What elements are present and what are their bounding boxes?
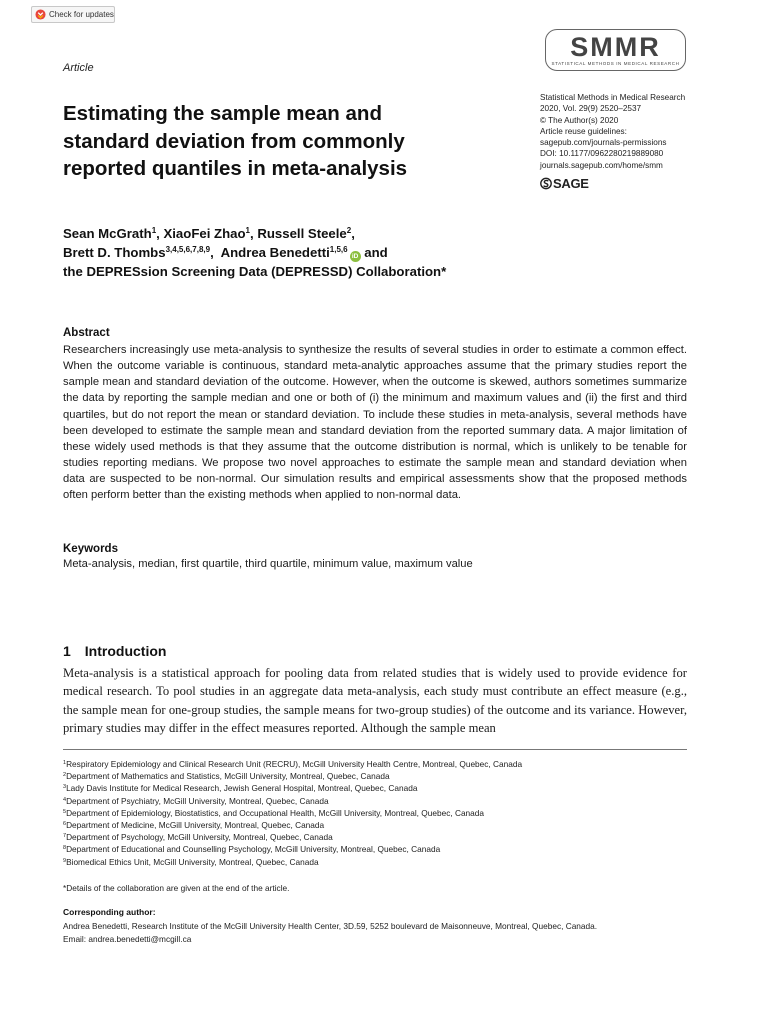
affiliation-item — [63, 831, 703, 843]
affiliation-number: 1 — [63, 760, 67, 766]
reuse-label: Article reuse guidelines: — [540, 126, 627, 136]
author-line: Sean McGrath$^1$, XiaoFei Zhao$^1$, Russell Steele$^2$, — [63, 226, 355, 241]
article-type-label: Article — [63, 62, 94, 74]
abstract-heading: Abstract — [63, 327, 110, 339]
introduction-heading — [63, 643, 166, 659]
section-title: Introduction — [84, 643, 167, 659]
journal-logo — [545, 29, 686, 71]
corresponding-address: Andrea Benedetti, Research Institute of the McGill University Health Center, 3D.59, 5252 boulevard de Maisonneuve, Montreal, Quebec, Canada. — [63, 921, 598, 931]
affiliation-text: Biomedical Ethics Unit, McGill University, Montreal, Quebec, Canada — [66, 856, 319, 867]
sage-swirl-icon — [540, 177, 552, 190]
author-line: Brett D. Thombs$^{3,4,5,6,7,8,9}$, Andrea Benedetti$^{1,5,6}$iD and — [63, 245, 388, 260]
paper-title — [63, 100, 493, 183]
affiliation-item — [63, 819, 703, 831]
author-name[interactable]: Andrea Benedetti — [220, 245, 330, 260]
check-updates-icon — [35, 9, 46, 20]
affiliation-ref[interactable]: 2 — [346, 226, 352, 235]
affiliation-number: 5 — [63, 808, 67, 815]
check-updates-label: Check for updates — [49, 10, 114, 19]
affiliation-number: 4 — [63, 796, 67, 803]
affiliation-item — [63, 807, 703, 819]
affiliation-list — [63, 758, 703, 868]
affiliation-ref[interactable]: 1 — [245, 226, 250, 235]
affiliation-text: Respiratory Epidemiology and Clinical Research Unit (RECRU), McGill University Health Centre, Montreal, Quebec, Canada — [66, 759, 523, 769]
affiliation-ref[interactable]: 3,4,5,6,7,8,9 — [165, 245, 211, 254]
author-name[interactable]: Brett D. Thombs — [63, 245, 166, 260]
copyright: © The Author(s) 2020 — [540, 115, 619, 125]
affiliation-text: Department of Mathematics and Statistics, McGill University, Montreal, Quebec, Canada — [66, 771, 390, 782]
journal-homepage-link[interactable]: journals.sagepub.com/home/smm — [540, 160, 663, 170]
affiliation-item — [63, 795, 703, 807]
affiliation-number: 2 — [63, 772, 67, 779]
affiliation-number: 6 — [63, 821, 67, 828]
author-name[interactable]: Sean McGrath — [63, 226, 152, 241]
collaboration-footnote: *Details of the collaboration are given at the end of the article. — [63, 883, 290, 893]
title-line: reported quantiles in meta-analysis — [63, 157, 408, 180]
author-name[interactable]: Russell Steele — [257, 226, 347, 241]
affiliation-item — [63, 856, 703, 868]
affiliation-ref[interactable]: 1 — [151, 226, 157, 235]
journal-logo-fullname: STATISTICAL METHODS IN MEDICAL RESEARCH — [551, 61, 680, 66]
orcid-icon[interactable]: iD — [350, 251, 361, 262]
title-line: standard deviation from commonly — [63, 129, 405, 153]
publisher-name: SAGE — [553, 176, 589, 191]
affiliation-item — [63, 843, 703, 855]
affiliation-item — [63, 782, 703, 794]
affiliation-number: 7 — [63, 833, 67, 840]
affiliation-text: Department of Psychiatry, McGill University, Montreal, Quebec, Canada — [66, 795, 329, 806]
affiliation-text: Department of Epidemiology, Biostatistics, and Occupational Health, McGill University, Montreal, Quebec, Canada — [66, 807, 485, 818]
journal-volume: 2020, Vol. 29(9) 2520–2537 — [540, 104, 642, 114]
author-list — [63, 224, 663, 281]
affiliation-item — [63, 770, 703, 782]
corresponding-author-details — [63, 920, 597, 945]
footnote-divider — [63, 749, 687, 750]
affiliation-number: 9 — [63, 857, 67, 864]
affiliation-item — [63, 758, 703, 770]
collaboration-name: the DEPRESsion Screening Data (DEPRESSD) Collaboration* — [63, 264, 447, 279]
doi[interactable]: DOI: 10.1177/0962280219889080 — [540, 149, 664, 159]
abstract-text: Researchers increasingly use meta-analysis to synthesize the results of several studies in order to estimate a common effect. When the outcome variable is continuous, standard meta-analytic approaches assume that the primary studies report the sample mean and standard deviation of the outcome. However, when the outcome is skewed, authors sometimes summarize the data by reporting the sample median and one or both of (i) the minimum and maximum values and (ii) the first and third quartiles, but do not report the mean or standard deviation. To include these studies in meta-analysis, several methods have been developed to estimate the sample mean and standard deviation from the reported summary data. A major limitation of these widely used methods is that they assume that the outcome distribution is normal, which is unlikely to be tenable for studies reporting medians. We propose two novel approaches to estimate the sample mean and standard deviation when data are suspected to be non-normal. Our simulation results and empirical assessments show that the proposed methods often perform better than the existing methods when applied to non-normal data. — [63, 344, 687, 502]
affiliation-number: 8 — [63, 845, 67, 852]
keywords-heading: Keywords — [63, 543, 118, 555]
affiliation-text: Lady Davis Institute for Medical Research, Jewish General Hospital, Montreal, Quebec, Canada — [66, 783, 418, 794]
journal-name: Statistical Methods in Medical Research — [540, 93, 686, 102]
author-name[interactable]: XiaoFei Zhao — [163, 226, 246, 241]
journal-logo-abbr: SMMR — [570, 32, 661, 62]
affiliation-ref[interactable]: 1,5,6 — [329, 245, 348, 254]
affiliation-text: Department of Medicine, McGill University, Montreal, Quebec, Canada — [66, 820, 325, 831]
affiliation-text: Department of Educational and Counselling Psychology, McGill University, Montreal, Quebec, Canada — [66, 844, 441, 855]
affiliation-text: Department of Psychology, McGill University, Montreal, Quebec, Canada — [66, 832, 333, 843]
journal-metadata — [540, 92, 710, 171]
permissions-link[interactable]: sagepub.com/journals-permissions — [540, 138, 667, 148]
conjunction: and — [364, 245, 388, 260]
check-for-updates-badge[interactable] — [31, 6, 115, 23]
affiliation-number: 3 — [63, 784, 67, 791]
section-number: 1 — [63, 643, 71, 659]
title-line: Estimating the sample mean and — [63, 102, 382, 125]
publisher-logo — [540, 176, 589, 191]
corresponding-email[interactable]: Email: andrea.benedetti@mcgill.ca — [63, 933, 192, 944]
keywords-text: Meta-analysis, median, first quartile, third quartile, minimum value, maximum value — [63, 558, 473, 570]
corresponding-author-label: Corresponding author: — [63, 907, 156, 917]
introduction-text: Meta-analysis is a statistical approach for pooling data from related studies that is widely used to provide evidence for medical research. To pool studies in an aggregate data meta-analysis, each study must contribute an effect measure (e.g., the sample mean for one-group studies, the sample means for two-group studies) of the outcome and its variance. However, primary studies may differ in the effect measures reported. Although the sample mean — [63, 666, 687, 735]
